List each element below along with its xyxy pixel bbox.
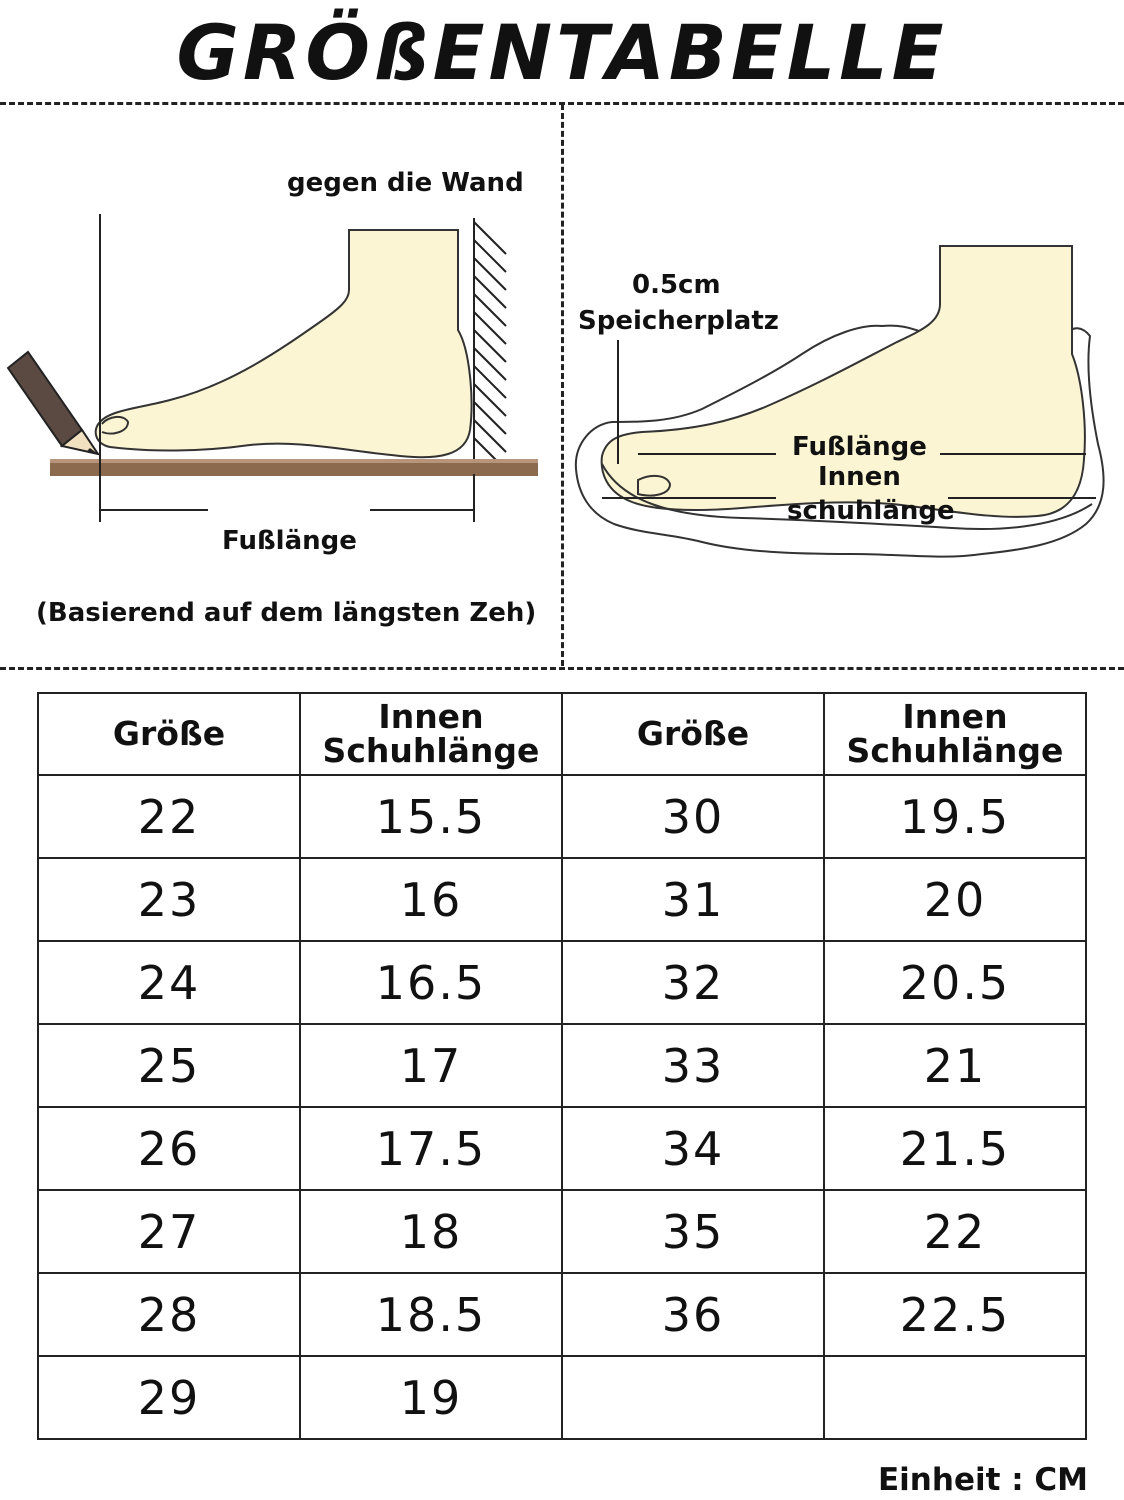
- size-cell: 33: [562, 1024, 824, 1107]
- foot-measure-diagram: [0, 0, 560, 600]
- table-row: [38, 1273, 1086, 1356]
- size-cell: 26: [38, 1107, 300, 1190]
- length-cell: 17: [300, 1024, 562, 1107]
- length-cell: 19.5: [824, 775, 1086, 858]
- size-table: [37, 692, 1087, 1440]
- length-cell: [824, 1356, 1086, 1439]
- length-cell: 21: [824, 1024, 1086, 1107]
- size-cell: 31: [562, 858, 824, 941]
- size-cell: [562, 1356, 824, 1439]
- table-row: [38, 1024, 1086, 1107]
- wall-label: gegen die Wand: [287, 168, 524, 198]
- length-cell: 15.5: [300, 775, 562, 858]
- space-label: Speicherplatz: [578, 306, 779, 336]
- length-cell: 17.5: [300, 1107, 562, 1190]
- length-cell: 21.5: [824, 1107, 1086, 1190]
- size-cell: 32: [562, 941, 824, 1024]
- table-row: [38, 858, 1086, 941]
- pencil-icon: [8, 352, 98, 454]
- inner-length-label-line1: Innen: [818, 462, 901, 492]
- size-cell: 34: [562, 1107, 824, 1190]
- header-inner-length: Innen Schuhlänge: [300, 693, 562, 775]
- length-cell: 22.5: [824, 1273, 1086, 1356]
- table-row: [38, 775, 1086, 858]
- table-row: [38, 1356, 1086, 1439]
- shoe-diagram: [562, 104, 1122, 664]
- page-title: GRÖßENTABELLE: [176, 8, 948, 97]
- size-cell: 36: [562, 1273, 824, 1356]
- size-cell: 27: [38, 1190, 300, 1273]
- header-inner-length: Innen Schuhlänge: [824, 693, 1086, 775]
- size-cell: 30: [562, 775, 824, 858]
- unit-label: Einheit : CM: [878, 1462, 1088, 1498]
- length-cell: 20: [824, 858, 1086, 941]
- shoe-foot-length-label: Fußlänge: [792, 432, 927, 462]
- size-cell: 35: [562, 1190, 824, 1273]
- length-cell: 18.5: [300, 1273, 562, 1356]
- size-cell: 23: [38, 858, 300, 941]
- length-cell: 16: [300, 858, 562, 941]
- size-cell: 28: [38, 1273, 300, 1356]
- foot-shape: [96, 230, 472, 457]
- table-row: [38, 1107, 1086, 1190]
- table-header-row: [38, 693, 1086, 775]
- table-row: [38, 1190, 1086, 1273]
- table-row: [38, 941, 1086, 1024]
- size-cell: 29: [38, 1356, 300, 1439]
- longest-toe-note: (Basierend auf dem längsten Zeh): [36, 598, 537, 628]
- divider-bottom: [0, 667, 1124, 670]
- header-size: Größe: [38, 693, 300, 775]
- size-cell: 24: [38, 941, 300, 1024]
- inner-length-label-line2: schuhlänge: [787, 496, 955, 526]
- length-cell: 19: [300, 1356, 562, 1439]
- length-cell: 20.5: [824, 941, 1086, 1024]
- size-cell: 22: [38, 775, 300, 858]
- length-cell: 22: [824, 1190, 1086, 1273]
- wall-hatch: [474, 218, 506, 464]
- header-size: Größe: [562, 693, 824, 775]
- length-cell: 16.5: [300, 941, 562, 1024]
- length-cell: 18: [300, 1190, 562, 1273]
- space-value-label: 0.5cm: [632, 270, 721, 300]
- foot-length-label: Fußlänge: [222, 526, 357, 556]
- size-cell: 25: [38, 1024, 300, 1107]
